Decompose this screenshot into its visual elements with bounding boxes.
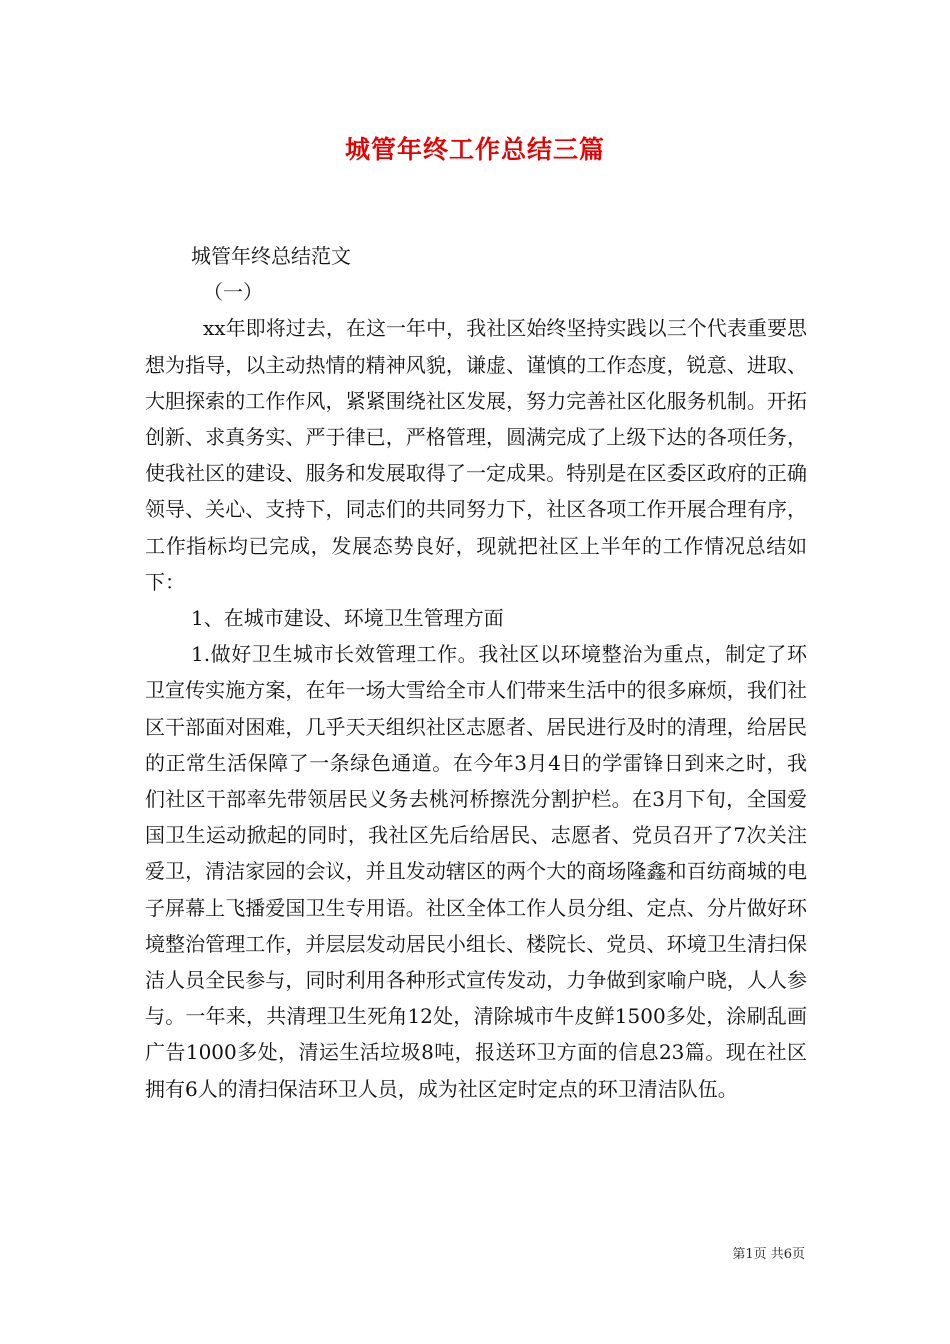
paragraph-sanitation: 1.做好卫生城市长效管理工作。我社区以环境整治为重点，制定了环卫宣传实施方案，在年一场大雪给全市人们带来生活中的很多麻烦，我们社区干部面对困难，几乎天天组织社区志愿者、居民进行及时的清理，给居民的正常生活保障了一条绿色通道。在今年3月4日的学雷锋日到来之时，我们社区干部率先带领居民义务去桃河桥擦洗分割护栏。在3月下旬，全国爱国卫生运动掀起的同时，我社区先后给居民、志愿者、党员召开了7次关注爱卫，清洁家园的会议，并且发动辖区的两个大的商场隆鑫和百纺商城的电子屏幕上飞播爱国卫生专用语。社区全体工作人员分组、定点、分片做好环境整治管理工作，并层层发动居民小组长、楼院长、党员、环境卫生清扫保洁人员全民参与，同时利用各种形式宣传发动，力争做到家喻户晓，人人参与。一年来，共清理卫生死角12处，清除城市牛皮鲜1500多处，涂刷乱画广告1000多处，清运生活垃圾8吨，报送环卫方面的信息23篇。现在社区拥有6人的清扫保洁环卫人员，成为社区定时定点的环卫清洁队伍。 [145,642,807,1101]
section-heading: 城管年终总结范文 [191,244,351,268]
paragraph-subheading: 1、在城市建设、环境卫生管理方面 [191,606,504,631]
page-number: 第1页 共6页 [732,1247,805,1262]
section-number: （一） [203,280,263,305]
paragraph-intro: xx年即将过去，在这一年中，我社区始终坚持实践以三个代表重要思想为指导，以主动热情的精神风貌，谦虚、谨慎的工作态度，锐意、进取、大胆探索的工作作风，紧紧围绕社区发展，努力完善社区化服务机制。开拓创新、求真务实、严于律已，严格管理，圆满完成了上级下达的各项任务，使我社区的建设、服务和发展取得了一定成果。特别是在区委区政府的正确领导、关心、支持下，同志们的共同努力下，社区各项工作开展合理有序，工作指标均已完成，发展态势良好，现就把社区上半年的工作情况总结如下： [145,316,807,594]
document-body [145,238,807,1107]
document-title: 城管年终工作总结三篇 [344,135,605,164]
